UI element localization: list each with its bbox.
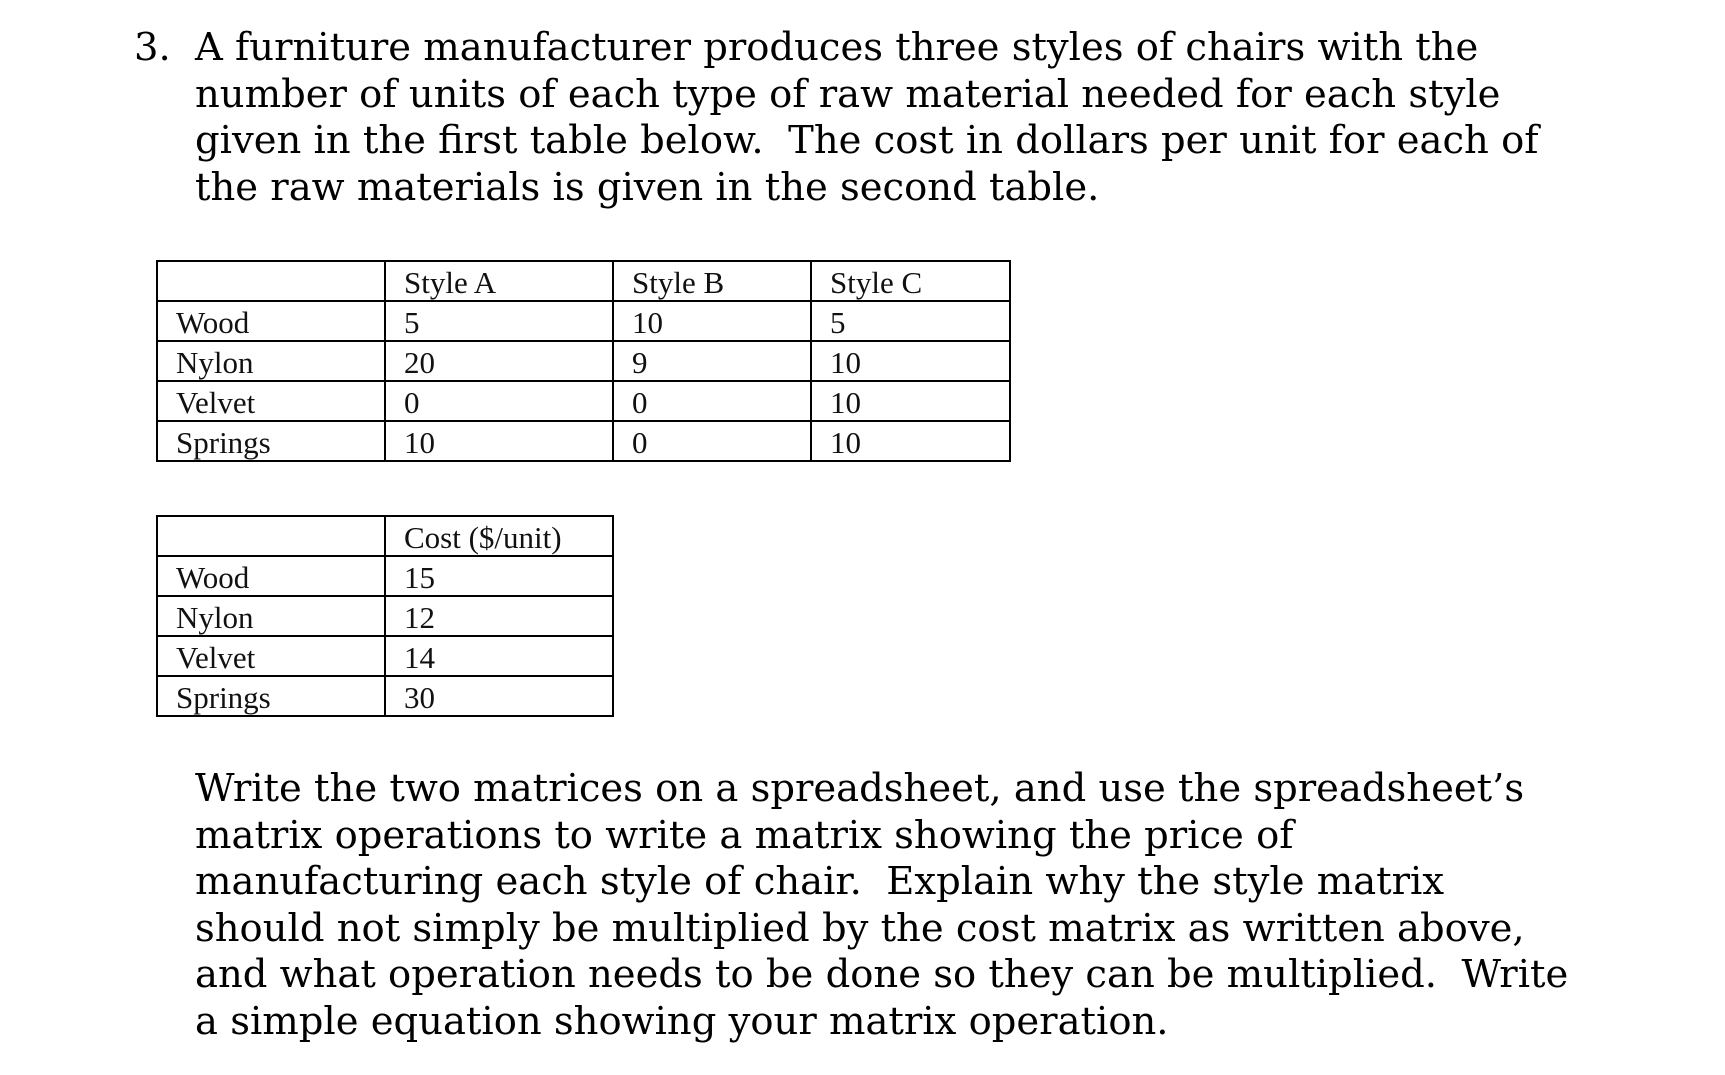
problem-intro bbox=[134, 25, 1694, 210]
row-label-cell: Wood bbox=[157, 301, 385, 341]
table-cell: 10 bbox=[811, 341, 1010, 381]
table-cell: 5 bbox=[385, 301, 613, 341]
table-header-row bbox=[157, 516, 613, 556]
row-label-cell: Nylon bbox=[157, 341, 385, 381]
table-row bbox=[157, 301, 1010, 341]
table-header-cell: Cost ($/unit) bbox=[385, 516, 613, 556]
row-label-cell: Nylon bbox=[157, 596, 385, 636]
problem-intro-text bbox=[195, 25, 1695, 211]
table-header-cell bbox=[157, 261, 385, 301]
intro-line: A furniture manufacturer produces three styles of chairs with the bbox=[195, 25, 1479, 70]
question-line: manufacturing each style of chair. Explain why the style matrix bbox=[195, 859, 1445, 904]
table-cell: 10 bbox=[811, 381, 1010, 421]
intro-line: the raw materials is given in the second table. bbox=[195, 164, 1100, 210]
row-label-cell: Velvet bbox=[157, 381, 385, 421]
table-cell: 10 bbox=[811, 421, 1010, 461]
table-cell: 15 bbox=[385, 556, 613, 596]
table-cell: 9 bbox=[613, 341, 811, 381]
cost-table bbox=[156, 515, 614, 717]
table-cell: 10 bbox=[613, 301, 811, 341]
intro-line: given in the first table below. The cost in dollars per unit for each of bbox=[195, 118, 1539, 163]
materials-table bbox=[156, 260, 1011, 462]
table-cell: 30 bbox=[385, 676, 613, 716]
row-label-cell: Springs bbox=[157, 421, 385, 461]
question-line: should not simply be multiplied by the cost matrix as written above, bbox=[195, 905, 1525, 951]
problem-question bbox=[195, 766, 1715, 1045]
table-cell: 20 bbox=[385, 341, 613, 381]
table-cell: 0 bbox=[613, 381, 811, 421]
table-cell: 5 bbox=[811, 301, 1010, 341]
row-label-cell: Wood bbox=[157, 556, 385, 596]
table-cell: 14 bbox=[385, 636, 613, 676]
table-header-cell: Style B bbox=[613, 261, 811, 301]
question-line: and what operation needs to be done so they can be multiplied. Write bbox=[195, 952, 1569, 997]
intro-line: number of units of each type of raw material needed for each style bbox=[195, 71, 1501, 117]
table-row bbox=[157, 381, 1010, 421]
question-line: matrix operations to write a matrix showing the price of bbox=[195, 812, 1294, 858]
question-line: Write the two matrices on a spreadsheet, and use the spreadsheet’s bbox=[195, 766, 1525, 811]
table-row bbox=[157, 556, 613, 596]
table-header-cell: Style A bbox=[385, 261, 613, 301]
table-cell: 0 bbox=[385, 381, 613, 421]
table-row bbox=[157, 596, 613, 636]
question-line: a simple equation showing your matrix operation. bbox=[195, 998, 1169, 1044]
table-row bbox=[157, 341, 1010, 381]
row-label-cell: Springs bbox=[157, 676, 385, 716]
table-cell: 10 bbox=[385, 421, 613, 461]
table-header-cell: Style C bbox=[811, 261, 1010, 301]
table-header-cell bbox=[157, 516, 385, 556]
problem-number: 3. bbox=[134, 25, 171, 70]
table-row bbox=[157, 421, 1010, 461]
table-row bbox=[157, 636, 613, 676]
table-cell: 12 bbox=[385, 596, 613, 636]
table-cell: 0 bbox=[613, 421, 811, 461]
row-label-cell: Velvet bbox=[157, 636, 385, 676]
table-header-row bbox=[157, 261, 1010, 301]
table-row bbox=[157, 676, 613, 716]
